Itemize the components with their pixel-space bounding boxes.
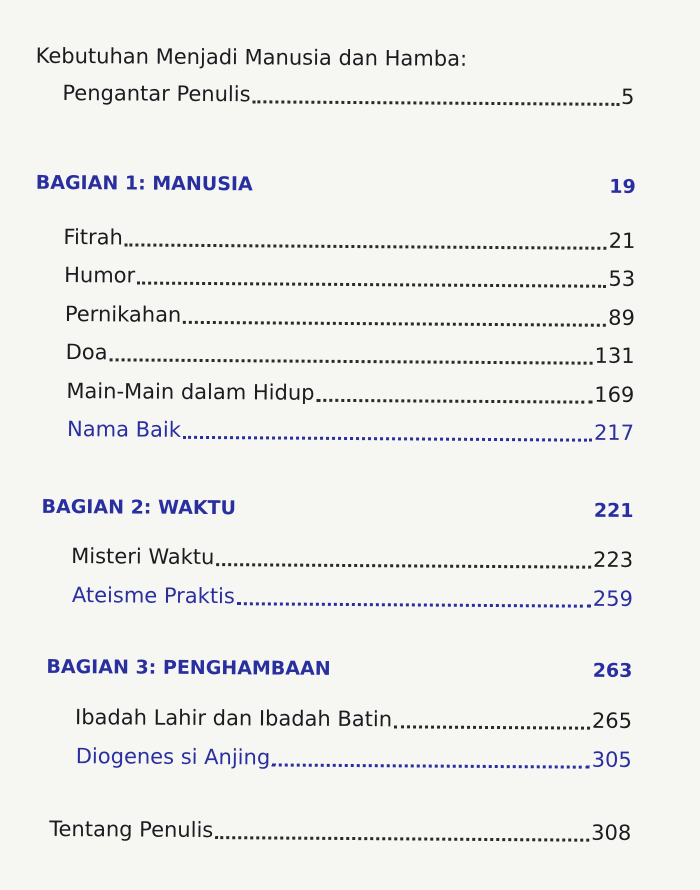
- part-heading-title: BAGIAN 2: WAKTU: [41, 495, 237, 520]
- toc-entry-title: Doa: [65, 340, 108, 365]
- toc-entry-page: 169: [594, 382, 635, 407]
- part-heading-1[interactable]: [36, 172, 636, 198]
- dot-leader: [253, 80, 620, 106]
- toc-entry-ibadah[interactable]: [75, 704, 632, 734]
- toc-entry-page: 305: [591, 747, 632, 772]
- dot-leader: [125, 223, 607, 249]
- toc-entry-title: Ateisme Praktis: [71, 583, 235, 609]
- dot-leader: [272, 743, 590, 768]
- toc-entry-title: Diogenes si Anjing: [75, 744, 271, 770]
- dot-leader: [316, 379, 592, 404]
- toc-entry-page: 53: [608, 266, 636, 291]
- dot-leader: [183, 416, 592, 442]
- toc-entry-title: Fitrah: [63, 224, 123, 250]
- toc-entry-title: Ibadah Lahir dan Ibadah Batin: [75, 705, 393, 732]
- toc-entry-title: Misteri Waktu: [71, 544, 215, 570]
- dot-leader: [394, 705, 590, 729]
- toc-entry-title: Humor: [64, 263, 136, 288]
- toc-entry-page: 223: [593, 547, 634, 572]
- toc-entry-page: 5: [620, 84, 635, 109]
- part-heading-2[interactable]: [41, 496, 633, 522]
- toc-entry-diogenes[interactable]: [76, 743, 632, 773]
- toc-entry-page: 308: [591, 820, 632, 845]
- toc-entry-doa[interactable]: [66, 339, 635, 369]
- dot-leader: [183, 301, 606, 327]
- dot-leader: [109, 338, 592, 364]
- toc-entry-title: Pengantar Penulis: [62, 80, 251, 107]
- toc-entry-humor[interactable]: [64, 262, 635, 292]
- part-heading-page: 221: [593, 499, 634, 522]
- toc-entry-title: Nama Baik: [67, 417, 182, 442]
- toc-entry-ateisme-praktis[interactable]: [72, 582, 633, 612]
- toc-entry-page: 217: [593, 420, 635, 445]
- toc-entry-page: 259: [592, 586, 634, 611]
- toc-entry-fitrah[interactable]: [63, 224, 635, 254]
- toc-entry-title: Pernikahan: [64, 302, 182, 327]
- dot-leader: [216, 543, 591, 569]
- part-heading-3[interactable]: [46, 656, 632, 682]
- dot-leader: [137, 262, 606, 288]
- toc-entry-page: 89: [608, 305, 635, 330]
- toc-entry-title: Tentang Penulis: [49, 816, 214, 843]
- toc-entry-tentang-penulis[interactable]: [49, 816, 631, 846]
- dot-leader: [237, 582, 591, 607]
- part-heading-page: 263: [592, 659, 633, 682]
- part-heading-page: 19: [609, 175, 636, 198]
- toc-entry-nama-baik[interactable]: [67, 416, 634, 446]
- toc-entry-main-main[interactable]: [66, 378, 634, 408]
- dot-leader: [215, 816, 589, 842]
- toc-entry-intro[interactable]: [62, 80, 634, 110]
- toc-entry-page: 131: [594, 343, 635, 368]
- part-heading-title: BAGIAN 3: PENGHAMBAAN: [46, 655, 331, 680]
- intro-title-line1: Kebutuhan Menjadi Manusia dan Hamba:: [35, 43, 468, 71]
- toc-entry-misteri-waktu[interactable]: [71, 543, 633, 573]
- toc-entry-pernikahan[interactable]: [65, 301, 635, 331]
- toc-entry-page: 265: [591, 708, 633, 733]
- toc-entry-title: Main-Main dalam Hidup: [66, 379, 315, 405]
- toc-entry-page: 21: [608, 228, 636, 253]
- part-heading-title: BAGIAN 1: MANUSIA: [35, 171, 253, 196]
